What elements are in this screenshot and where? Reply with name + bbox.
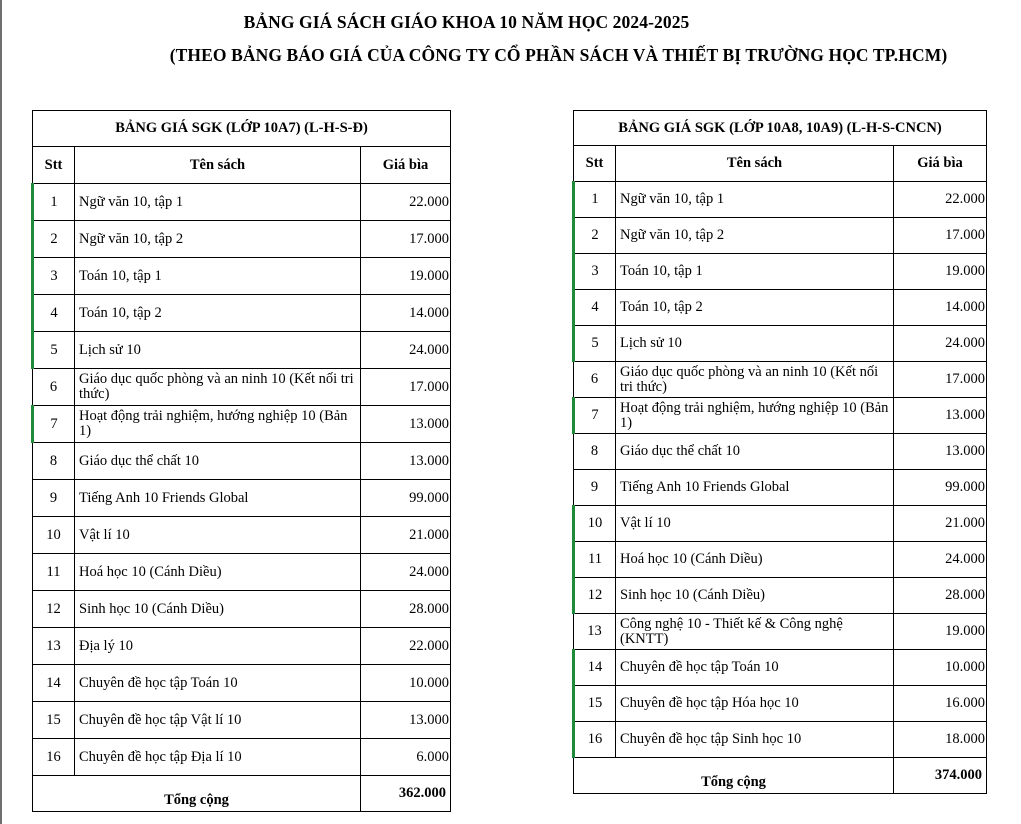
row-book-name: Sinh học 10 (Cánh Diều) [616, 578, 894, 614]
row-price: 19.000 [361, 258, 451, 295]
row-book-name: Toán 10, tập 1 [75, 258, 361, 295]
table-row [574, 470, 987, 506]
row-price: 19.000 [894, 254, 987, 290]
row-price: 24.000 [894, 326, 987, 362]
table-row [33, 665, 451, 702]
row-stt: 5 [33, 332, 75, 369]
row-price: 16.000 [894, 686, 987, 722]
table-row [33, 517, 451, 554]
table-row [574, 614, 987, 650]
row-book-name: Ngữ văn 10, tập 2 [616, 218, 894, 254]
row-book-name: Tiếng Anh 10 Friends Global [75, 480, 361, 517]
document-title: BẢNG GIÁ SÁCH GIÁO KHOA 10 NĂM HỌC 2024-2025 [243, 12, 690, 32]
table-body [574, 182, 987, 758]
table-body [33, 184, 451, 776]
row-stt: 12 [574, 578, 616, 614]
row-price: 13.000 [894, 434, 987, 470]
row-stt: 10 [574, 506, 616, 542]
row-book-name: Công nghệ 10 - Thiết kế & Công nghệ (KNTT) [616, 614, 894, 650]
row-book-name: Giáo dục quốc phòng và an ninh 10 (Kết nối tri thức) [616, 362, 894, 398]
row-book-name: Ngữ văn 10, tập 2 [75, 221, 361, 258]
row-book-name: Chuyên đề học tập Toán 10 [75, 665, 361, 702]
row-price: 6.000 [361, 739, 451, 776]
column-header-price: Giá bìa [894, 146, 987, 182]
row-book-name: Lịch sử 10 [75, 332, 361, 369]
row-price: 13.000 [361, 702, 451, 739]
row-stt: 1 [574, 182, 616, 218]
row-book-name: Giáo dục thể chất 10 [75, 443, 361, 480]
row-book-name: Chuyên đề học tập Vật lí 10 [75, 702, 361, 739]
row-price: 19.000 [894, 614, 987, 650]
table-row [33, 184, 451, 221]
column-header-stt: Stt [33, 147, 75, 184]
row-stt: 15 [33, 702, 75, 739]
row-price: 10.000 [361, 665, 451, 702]
table-row [33, 295, 451, 332]
table-row [33, 554, 451, 591]
row-book-name: Chuyên đề học tập Hóa học 10 [616, 686, 894, 722]
table-row [33, 591, 451, 628]
row-stt: 16 [33, 739, 75, 776]
row-price: 22.000 [361, 628, 451, 665]
table-row [574, 398, 987, 434]
row-stt: 2 [33, 221, 75, 258]
table-row [574, 506, 987, 542]
row-price: 99.000 [894, 470, 987, 506]
row-book-name: Ngữ văn 10, tập 1 [616, 182, 894, 218]
row-stt: 16 [574, 722, 616, 758]
document-subtitle: (THEO BẢNG BÁO GIÁ CỦA CÔNG TY CỔ PHẦN SÁCH VÀ THIẾT BỊ TRƯỜNG HỌC TP.HCM) [169, 45, 948, 65]
row-stt: 4 [33, 295, 75, 332]
table-caption: BẢNG GIÁ SGK (LỚP 10A7) (L-H-S-Đ) [33, 111, 451, 147]
row-book-name: Toán 10, tập 1 [616, 254, 894, 290]
row-stt: 3 [33, 258, 75, 295]
row-price: 18.000 [894, 722, 987, 758]
row-stt: 3 [574, 254, 616, 290]
table-row [574, 326, 987, 362]
row-book-name: Sinh học 10 (Cánh Diều) [75, 591, 361, 628]
row-price: 28.000 [894, 578, 987, 614]
row-book-name: Ngữ văn 10, tập 1 [75, 184, 361, 221]
row-stt: 7 [33, 406, 75, 443]
row-price: 22.000 [361, 184, 451, 221]
table-row [574, 290, 987, 326]
row-stt: 5 [574, 326, 616, 362]
row-stt: 15 [574, 686, 616, 722]
row-price: 17.000 [894, 218, 987, 254]
table-row [33, 258, 451, 295]
row-book-name: Tiếng Anh 10 Friends Global [616, 470, 894, 506]
row-stt: 8 [574, 434, 616, 470]
row-book-name: Địa lý 10 [75, 628, 361, 665]
row-stt: 8 [33, 443, 75, 480]
column-header-name: Tên sách [616, 146, 894, 182]
table-row [574, 686, 987, 722]
page-edge-line [0, 0, 2, 824]
row-price: 13.000 [894, 398, 987, 434]
row-price: 13.000 [361, 443, 451, 480]
row-price: 14.000 [894, 290, 987, 326]
row-book-name: Vật lí 10 [616, 506, 894, 542]
row-price: 17.000 [361, 369, 451, 406]
total-value: 374.000 [894, 758, 987, 794]
column-header-price: Giá bìa [361, 147, 451, 184]
row-book-name: Hoạt động trải nghiệm, hướng nghiệp 10 (Bản 1) [616, 398, 894, 434]
row-stt: 11 [33, 554, 75, 591]
row-book-name: Chuyên đề học tập Sinh học 10 [616, 722, 894, 758]
row-price: 21.000 [361, 517, 451, 554]
row-stt: 6 [33, 369, 75, 406]
table-row [33, 443, 451, 480]
row-price: 24.000 [894, 542, 987, 578]
row-stt: 9 [574, 470, 616, 506]
row-stt: 14 [33, 665, 75, 702]
row-book-name: Giáo dục quốc phòng và an ninh 10 (Kết nối tri thức) [75, 369, 361, 406]
row-book-name: Lịch sử 10 [616, 326, 894, 362]
column-header-stt: Stt [574, 146, 616, 182]
table-row [574, 182, 987, 218]
row-price: 28.000 [361, 591, 451, 628]
row-stt: 12 [33, 591, 75, 628]
row-stt: 1 [33, 184, 75, 221]
row-stt: 10 [33, 517, 75, 554]
row-book-name: Giáo dục thể chất 10 [616, 434, 894, 470]
total-label: Tổng cộng [33, 776, 361, 812]
row-book-name: Chuyên đề học tập Địa lí 10 [75, 739, 361, 776]
row-price: 21.000 [894, 506, 987, 542]
table-row [33, 369, 451, 406]
row-price: 22.000 [894, 182, 987, 218]
row-stt: 11 [574, 542, 616, 578]
table-row [33, 406, 451, 443]
total-value: 362.000 [361, 776, 451, 812]
row-book-name: Vật lí 10 [75, 517, 361, 554]
table-row [574, 722, 987, 758]
table-row [33, 628, 451, 665]
row-stt: 13 [33, 628, 75, 665]
row-stt: 13 [574, 614, 616, 650]
row-price: 14.000 [361, 295, 451, 332]
row-stt: 7 [574, 398, 616, 434]
row-price: 24.000 [361, 554, 451, 591]
row-price: 13.000 [361, 406, 451, 443]
price-table-10a8-10a9 [572, 110, 987, 794]
total-label: Tổng cộng [574, 758, 894, 794]
row-stt: 2 [574, 218, 616, 254]
table-row [574, 650, 987, 686]
row-book-name: Hoạt động trải nghiệm, hướng nghiệp 10 (Bản 1) [75, 406, 361, 443]
row-price: 17.000 [361, 221, 451, 258]
table-row [574, 362, 987, 398]
row-book-name: Hoá học 10 (Cánh Diều) [616, 542, 894, 578]
row-price: 17.000 [894, 362, 987, 398]
table-row [574, 578, 987, 614]
row-book-name: Toán 10, tập 2 [75, 295, 361, 332]
row-stt: 6 [574, 362, 616, 398]
row-book-name: Hoá học 10 (Cánh Diều) [75, 554, 361, 591]
row-stt: 14 [574, 650, 616, 686]
row-price: 24.000 [361, 332, 451, 369]
row-book-name: Toán 10, tập 2 [616, 290, 894, 326]
table-row [574, 434, 987, 470]
table-row [33, 702, 451, 739]
table-row [574, 542, 987, 578]
table-caption: BẢNG GIÁ SGK (LỚP 10A8, 10A9) (L-H-S-CNCN) [574, 111, 987, 146]
row-stt: 4 [574, 290, 616, 326]
row-price: 99.000 [361, 480, 451, 517]
table-row [33, 480, 451, 517]
row-stt: 9 [33, 480, 75, 517]
column-header-name: Tên sách [75, 147, 361, 184]
table-row [33, 221, 451, 258]
table-row [33, 739, 451, 776]
price-table-10a7 [31, 110, 451, 812]
row-book-name: Chuyên đề học tập Toán 10 [616, 650, 894, 686]
table-row [574, 254, 987, 290]
row-price: 10.000 [894, 650, 987, 686]
table-row [33, 332, 451, 369]
table-row [574, 218, 987, 254]
